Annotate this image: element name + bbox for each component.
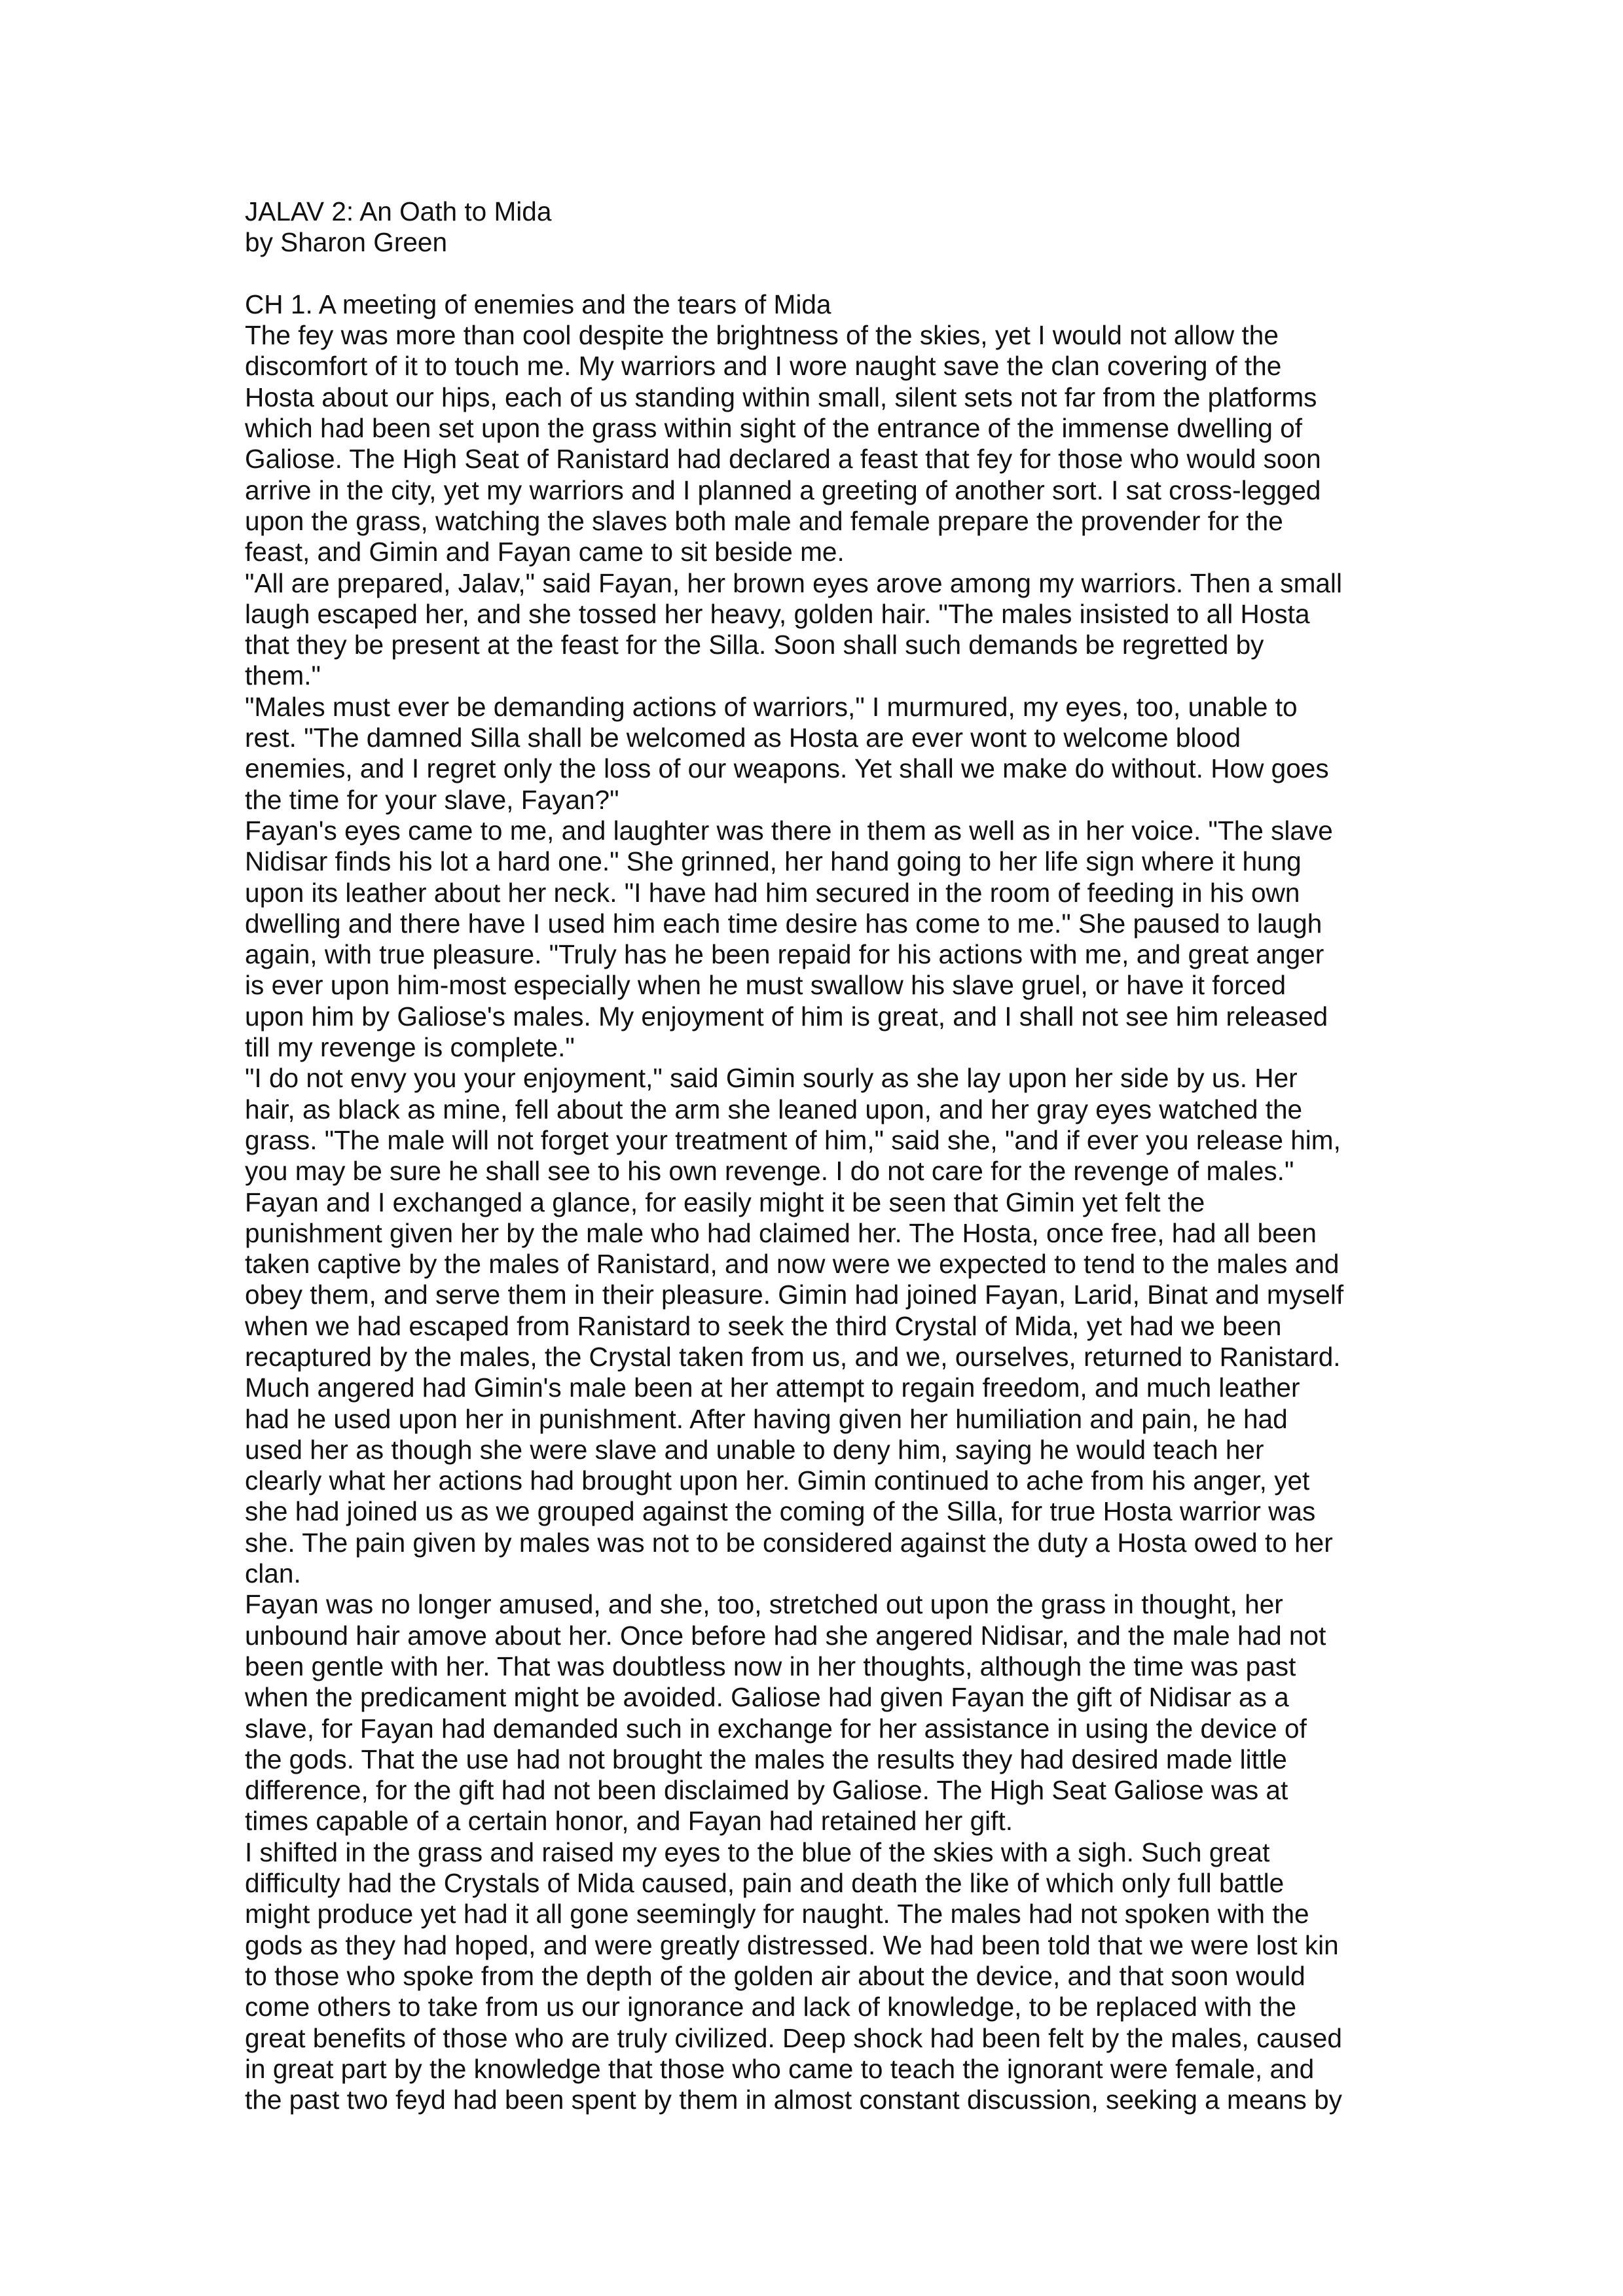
text-line: I shifted in the grass and raised my eyes to the blue of the skies with a sigh. Such great <box>245 1837 1270 1867</box>
text-line: when the predicament might be avoided. Galiose had given Fayan the gift of Nidisar as a <box>245 1682 1289 1713</box>
text-line: to those who spoke from the depth of the golden air about the device, and that soon would <box>245 1960 1305 1991</box>
text-line: which had been set upon the grass within sight of the entrance of the immense dwelling of <box>245 413 1303 444</box>
text-line: arrive in the city, yet my warriors and I planned a greeting of another sort. I sat cross-legged <box>245 475 1321 505</box>
text-line: in great part by the knowledge that those who came to teach the ignorant were female, and <box>245 2053 1315 2084</box>
chapter-heading: CH 1. A meeting of enemies and the tears of Mida <box>245 289 831 319</box>
text-line: obey them, and serve them in their pleasure. Gimin had joined Fayan, Larid, Binat and myself <box>245 1280 1344 1310</box>
text-line: come others to take from us our ignorance and lack of knowledge, to be replaced with the <box>245 1992 1297 2022</box>
text-line: the gods. That the use had not brought the males the results they had desired made little <box>245 1744 1287 1774</box>
text-line: The fey was more than cool despite the brightness of the skies, yet I would not allow the <box>245 320 1279 351</box>
text-line: again, with true pleasure. "Truly has he been repaid for his actions with me, and great anger <box>245 939 1324 970</box>
text-line: clan. <box>245 1558 301 1589</box>
text-line: hair, as black as mine, fell about the arm she leaned upon, and her gray eyes watched the <box>245 1094 1303 1124</box>
text-line: enemies, and I regret only the loss of our weapons. Yet shall we make do without. How goes <box>245 753 1329 784</box>
text-line: Fayan and I exchanged a glance, for easily might it be seen that Gimin yet felt the <box>245 1187 1205 1217</box>
text-line: used her as though she were slave and unable to deny him, saying he would teach her <box>245 1434 1264 1465</box>
text-line: Fayan was no longer amused, and she, too, stretched out upon the grass in thought, her <box>245 1589 1283 1620</box>
text-line: punishment given her by the male who had claimed her. The Hosta, once free, had all been <box>245 1217 1317 1248</box>
text-line: grass. "The male will not forget your treatment of him," said she, "and if ever you release him, <box>245 1124 1341 1155</box>
text-line: she had joined us as we grouped against the coming of the Silla, for true Hosta warrior was <box>245 1496 1316 1527</box>
text-line: difference, for the gift had not been disclaimed by Galiose. The High Seat Galiose was at <box>245 1775 1288 1806</box>
text-line: Fayan's eyes came to me, and laughter was there in them as well as in her voice. "The slave <box>245 815 1333 846</box>
text-line: unbound hair amove about her. Once before had she angered Nidisar, and the male had not <box>245 1620 1326 1651</box>
text-line: great benefits of those who are truly civilized. Deep shock had been felt by the males, caused <box>245 2022 1342 2053</box>
blank-line <box>245 259 1384 289</box>
text-line: difficulty had the Crystals of Mida caused, pain and death the like of which only full battle <box>245 1868 1285 1899</box>
text-line: clearly what her actions had brought upon her. Gimin continued to ache from his anger, yet <box>245 1465 1310 1496</box>
text-line: "I do not envy you your enjoyment," said Gimin sourly as she lay upon her side by us. Her <box>245 1063 1298 1094</box>
text-line: the past two feyd had been spent by them in almost constant discussion, seeking a means by <box>245 2085 1342 2115</box>
body-text <box>245 320 1384 2115</box>
text-line: laugh escaped her, and she tossed her heavy, golden hair. "The males insisted to all Hosta <box>245 598 1310 629</box>
text-line: Hosta about our hips, each of us standing within small, silent sets not far from the platforms <box>245 382 1317 412</box>
text-line: "All are prepared, Jalav," said Fayan, her brown eyes arove among my warriors. Then a small <box>245 567 1342 598</box>
text-line: been gentle with her. That was doubtless now in her thoughts, although the time was past <box>245 1651 1296 1681</box>
document-author: by Sharon Green <box>245 227 448 258</box>
text-line: "Males must ever be demanding actions of warriors," I murmured, my eyes, too, unable to <box>245 691 1298 722</box>
document-page <box>245 196 1384 2115</box>
text-line: upon its leather about her neck. "I have had him secured in the room of feeding in his own <box>245 877 1300 908</box>
text-line: you may be sure he shall see to his own revenge. I do not care for the revenge of males." <box>245 1156 1294 1187</box>
text-line: Galiose. The High Seat of Ranistard had declared a feast that fey for those who would soon <box>245 444 1321 475</box>
text-line: Nidisar finds his lot a hard one." She grinned, her hand going to her life sign where it hung <box>245 846 1302 877</box>
text-line: Much angered had Gimin's male been at her attempt to regain freedom, and much leather <box>245 1372 1300 1403</box>
text-line: recaptured by the males, the Crystal taken from us, and we, ourselves, returned to Ranistard. <box>245 1341 1341 1372</box>
text-line: rest. "The damned Silla shall be welcomed as Hosta are ever wont to welcome blood <box>245 723 1241 753</box>
text-line: upon the grass, watching the slaves both male and female prepare the provender for the <box>245 505 1283 536</box>
text-line: them." <box>245 660 321 691</box>
document-title: JALAV 2: An Oath to Mida <box>245 196 552 226</box>
text-line: that they be present at the feast for the Silla. Soon shall such demands be regretted by <box>245 630 1264 660</box>
text-line: feast, and Gimin and Fayan came to sit beside me. <box>245 537 845 567</box>
text-line: upon him by Galiose's males. My enjoyment of him is great, and I shall not see him released <box>245 1001 1328 1031</box>
text-line: had he used upon her in punishment. After having given her humiliation and pain, he had <box>245 1403 1288 1434</box>
text-line: she. The pain given by males was not to be considered against the duty a Hosta owed to her <box>245 1527 1333 1558</box>
text-line: is ever upon him-most especially when he must swallow his slave gruel, or have it forced <box>245 970 1286 1001</box>
text-line: slave, for Fayan had demanded such in exchange for her assistance in using the device of <box>245 1713 1307 1744</box>
text-line: might produce yet had it all gone seemingly for naught. The males had not spoken with the <box>245 1899 1309 1929</box>
text-line: times capable of a certain honor, and Fayan had retained her gift. <box>245 1806 1013 1837</box>
text-line: gods as they had hoped, and were greatly distressed. We had been told that we were lost kin <box>245 1929 1339 1960</box>
text-line: the time for your slave, Fayan?" <box>245 784 619 815</box>
text-line: dwelling and there have I used him each time desire has come to me." She paused to laugh <box>245 908 1322 939</box>
text-line: discomfort of it to touch me. My warriors and I wore naught save the clan covering of the <box>245 351 1282 382</box>
text-line: when we had escaped from Ranistard to seek the third Crystal of Mida, yet had we been <box>245 1310 1282 1341</box>
text-line: taken captive by the males of Ranistard, and now were we expected to tend to the males and <box>245 1249 1340 1280</box>
text-line: till my revenge is complete." <box>245 1032 575 1063</box>
